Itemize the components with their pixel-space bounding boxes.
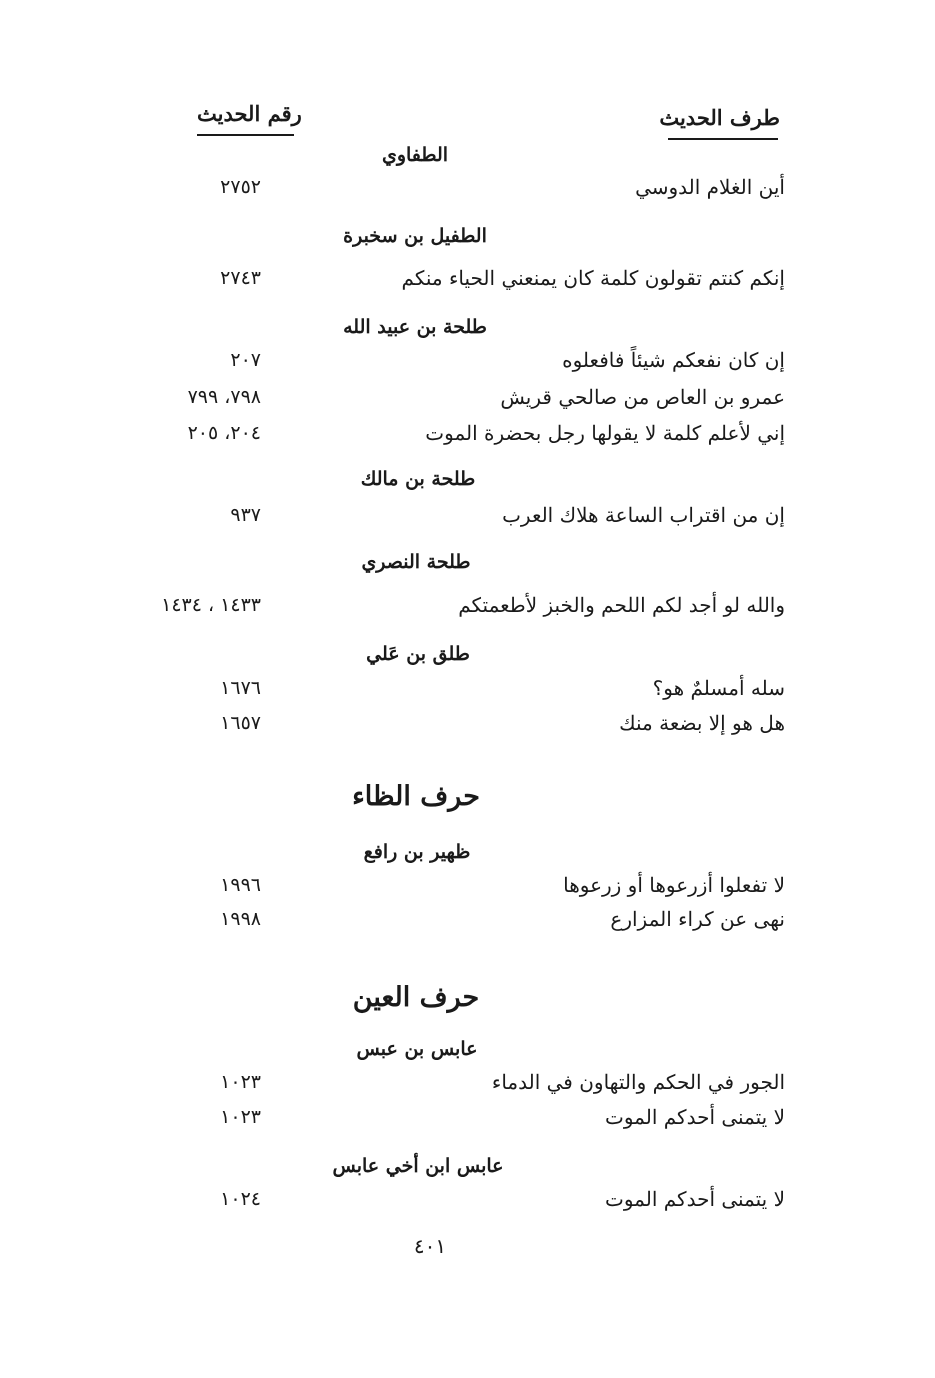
narrator-heading: طلحة بن مالك — [360, 468, 476, 490]
hadith-text: إن كان نفعكم شيئاً فافعلوه — [562, 348, 785, 372]
hadith-number: ٩٣٧ — [230, 504, 261, 526]
hadith-entry — [0, 1102, 935, 1132]
hadith-entry — [0, 500, 935, 530]
hadith-entry — [0, 172, 935, 202]
hadith-number: ١٩٩٨ — [220, 908, 261, 930]
hadith-entry — [0, 418, 935, 448]
hadith-number: ١٤٣٣ ، ١٤٣٤ — [161, 594, 261, 616]
header-number-column: رقم الحديث — [197, 101, 302, 126]
hadith-entry — [0, 673, 935, 703]
hadith-number: ١٠٢٣ — [220, 1071, 261, 1093]
narrator-heading: ظهير بن رافع — [363, 841, 471, 863]
hadith-entry — [0, 870, 935, 900]
hadith-entry — [0, 1067, 935, 1097]
hadith-number: ٢٧٤٣ — [220, 267, 261, 289]
hadith-number: ٧٩٨، ٧٩٩ — [187, 386, 261, 408]
narrator-heading: عابس ابن أخي عابس — [332, 1155, 504, 1177]
hadith-text: إنكم كنتم تقولون كلمة كان يمنعني الحياء منكم — [401, 266, 785, 290]
hadith-number: ٢٠٧ — [230, 349, 261, 371]
hadith-number: ١٦٥٧ — [220, 712, 261, 734]
hadith-number: ٢٠٤، ٢٠٥ — [187, 422, 261, 444]
hadith-text: إني لأعلم كلمة لا يقولها رجل بحضرة الموت — [425, 421, 785, 445]
hadith-entry — [0, 263, 935, 293]
hadith-text: الجور في الحكم والتهاون في الدماء — [491, 1070, 785, 1094]
hadith-text: لا يتمنى أحدكم الموت — [605, 1105, 785, 1129]
hadith-text: والله لو أجد لكم اللحم والخبز لأطعمتكم — [458, 593, 785, 617]
letter-heading: حرف الظاء — [352, 781, 480, 812]
narrator-heading: الطفاوي — [381, 144, 449, 166]
header-number-underline — [197, 134, 294, 136]
letter-heading: حرف العين — [352, 982, 480, 1013]
hadith-number: ١٠٢٤ — [220, 1188, 261, 1210]
hadith-text: لا تفعلوا أزرعوها أو زرعوها — [563, 873, 785, 897]
hadith-text: لا يتمنى أحدكم الموت — [605, 1187, 785, 1211]
hadith-number: ١٩٩٦ — [220, 874, 261, 896]
hadith-entry — [0, 708, 935, 738]
narrator-heading: طلق بن عَلي — [366, 643, 470, 665]
hadith-text: أين الغلام الدوسي — [635, 175, 785, 199]
hadith-entry — [0, 590, 935, 620]
hadith-entry — [0, 1184, 935, 1214]
narrator-heading: طلحة النصري — [361, 551, 471, 573]
hadith-text: إن من اقتراب الساعة هلاك العرب — [502, 503, 785, 527]
narrator-heading: الطفيل بن سخبرة — [343, 225, 487, 247]
hadith-entry — [0, 904, 935, 934]
page-number: ٤٠١ — [413, 1234, 447, 1258]
hadith-entry — [0, 382, 935, 412]
narrator-heading: عابس بن عبس — [356, 1038, 478, 1060]
narrator-heading: طلحة بن عبيد الله — [343, 316, 487, 338]
hadith-text: عمرو بن العاص من صالحي قريش — [500, 385, 785, 409]
hadith-entry — [0, 345, 935, 375]
hadith-text: سله أمسلمٌ هو؟ — [652, 676, 785, 700]
hadith-text: نهى عن كراء المزارع — [610, 907, 785, 931]
header-text-underline — [668, 138, 778, 140]
hadith-number: ١٠٢٣ — [220, 1106, 261, 1128]
hadith-number: ٢٧٥٢ — [220, 176, 261, 198]
header-text-column: طرف الحديث — [659, 105, 780, 130]
hadith-number: ١٦٧٦ — [220, 677, 261, 699]
hadith-text: هل هو إلا بضعة منك — [619, 711, 785, 735]
